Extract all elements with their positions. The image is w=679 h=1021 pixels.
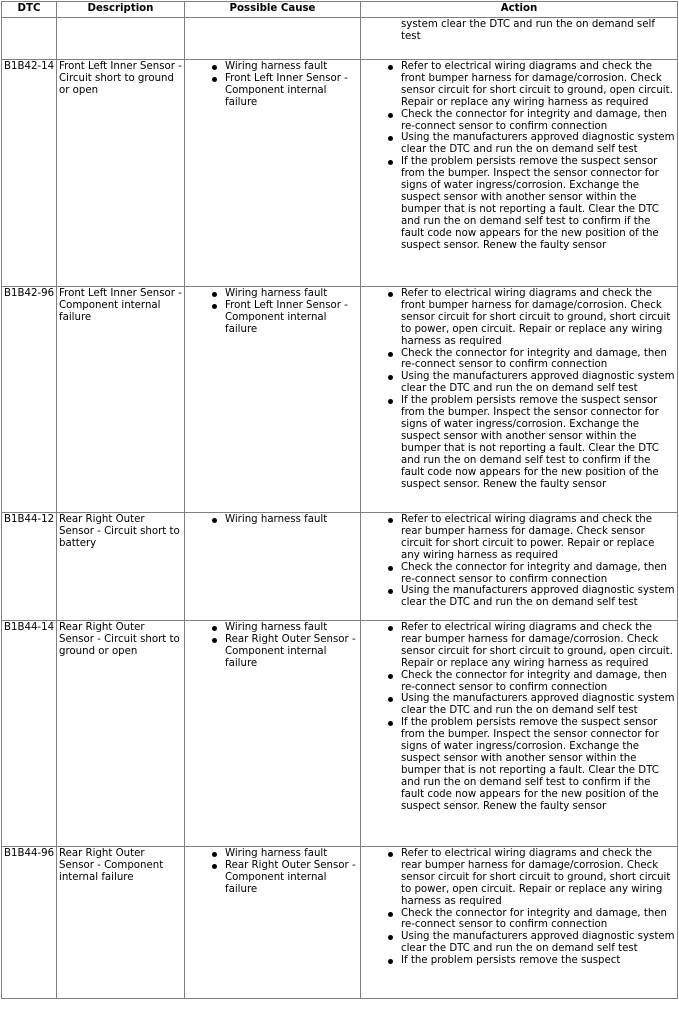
action-cell [361,60,678,287]
action-item [363,156,675,251]
action-item-text: Refer to electrical wiring diagrams and check the rear bumper harness for damage/corrosion. Check sensor circuit for short circuit to ground, short circuit to power, open circuit. Repair or replace any wiring harness as required [401,848,671,907]
action-item-text: Refer to electrical wiring diagrams and check the rear bumper harness for damage. Check sensor circuit for short circuit to power. Repair or replace any wiring harness as required [401,514,655,561]
action-item [363,132,675,156]
bullet-icon [212,864,217,869]
table-row [2,847,678,999]
action-item-text: Using the manufacturers approved diagnostic system clear the DTC and run the on demand self test [401,693,675,717]
action-item-text: Using the manufacturers approved diagnostic system clear the DTC and run the on demand self test [401,931,675,955]
bullet-icon [388,136,393,141]
header-possible-cause: Possible Cause [185,2,361,18]
action-item [363,908,675,932]
cause-cell [185,621,361,847]
cause-cell [185,287,361,513]
bullet-icon [388,352,393,357]
description-cell [57,18,185,60]
cause-item [187,634,358,670]
cause-item [187,73,358,109]
table-row [2,287,678,513]
bullet-icon [388,399,393,404]
bullet-icon [388,935,393,940]
cause-item-text: Front Left Inner Sensor - Component internal failure [225,72,348,108]
action-item [363,371,675,395]
bullet-icon [388,959,393,964]
bullet-icon [388,566,393,571]
action-item-text: If the problem persists remove the suspect sensor from the bumper. Inspect the sensor connector for signs of water ingress/corrosion. Exchange the suspect sensor with another sensor within the bumper that is not reporting a fault. Clear the DTC and run the on demand self test to confirm if the fault code now appears for the new position of the suspect sensor. Renew the faulty sensor [401,156,659,251]
header-row [2,2,678,18]
action-item [363,955,675,967]
table-row [2,513,678,621]
cause-list [187,288,358,336]
action-cell [361,18,678,60]
cause-list [187,622,358,670]
bullet-icon [212,852,217,857]
dtc-description: Rear Right Outer Sensor - Component internal failure [57,847,185,999]
action-item [363,288,675,348]
action-item [363,717,675,812]
action-cell [361,847,678,999]
cause-list [187,61,358,109]
cause-item-text: Rear Right Outer Sensor - Component internal failure [225,859,356,895]
action-item-text: Check the connector for integrity and damage, then re-connect sensor to confirm connection [401,561,668,585]
cause-cell [185,513,361,621]
cause-cell [185,18,361,60]
cause-item [187,622,358,634]
action-item [363,848,675,908]
bullet-icon [212,77,217,82]
cause-item [187,300,358,336]
bullet-icon [388,65,393,70]
action-item-text: If the problem persists remove the suspect sensor from the bumper. Inspect the sensor connector for signs of water ingress/corrosion. Exchange the suspect sensor with another sensor within the bumper that is not reporting a fault. Clear the DTC and run the on demand self test to confirm if the fault code now appears for the new position of the suspect sensor. Renew the faulty sensor [401,395,659,490]
cause-item-text: Wiring harness fault [225,288,328,299]
action-cell [361,621,678,847]
bullet-icon [212,292,217,297]
cause-item [187,514,358,526]
cause-item-text: Wiring harness fault [225,61,328,72]
dtc-code: B1B42-96 [2,287,57,513]
action-list [363,514,675,609]
action-item-text: Refer to electrical wiring diagrams and check the front bumper harness for damage/corrosion. Check sensor circuit for short circuit to ground, open circuit. Repair or replace any wiring harness as required [401,61,673,108]
action-item-text: Check the connector for integrity and damage, then re-connect sensor to confirm connection [401,347,668,371]
bullet-icon [388,697,393,702]
action-list [363,288,675,490]
cause-item [187,860,358,896]
dtc-table [1,1,678,999]
action-item [363,514,675,562]
dtc-description: Front Left Inner Sensor - Circuit short to ground or open [57,60,185,287]
action-cell [361,287,678,513]
action-item [363,109,675,133]
bullet-icon [388,626,393,631]
continued-action-text: system clear the DTC and run the on demand self test [401,19,655,42]
header-description: Description [57,2,185,18]
dtc-description: Rear Right Outer Sensor - Circuit short to ground or open [57,621,185,847]
cause-item-text: Wiring harness fault [225,514,328,525]
cause-item-text: Front Left Inner Sensor - Component internal failure [225,299,348,335]
cause-item-text: Wiring harness fault [225,848,328,859]
cause-cell [185,60,361,287]
action-item-text: Using the manufacturers approved diagnostic system clear the DTC and run the on demand self test [401,132,675,156]
dtc-description: Front Left Inner Sensor - Component internal failure [57,287,185,513]
action-item-text: Refer to electrical wiring diagrams and check the front bumper harness for damage/corrosion. Check sensor circuit for short circuit to ground, short circuit to power, open circuit. Repair or replace any wiring harness as required [401,288,671,347]
cause-item [187,61,358,73]
cause-item [187,848,358,860]
action-item-text: If the problem persists remove the suspect sensor from the bumper. Inspect the sensor connector for signs of water ingress/corrosion. Exchange the suspect sensor with another sensor within the bumper that is not reporting a fault. Clear the DTC and run the on demand self test to confirm if the fault code now appears for the new position of the suspect sensor. Renew the faulty sensor [401,717,659,812]
dtc-code: B1B44-96 [2,847,57,999]
table-row-continued [2,18,678,60]
bullet-icon [212,304,217,309]
bullet-icon [388,674,393,679]
action-item-text: Check the connector for integrity and damage, then re-connect sensor to confirm connection [401,108,668,132]
table-rows [2,60,678,999]
cause-list [187,848,358,896]
action-item-text: Check the connector for integrity and damage, then re-connect sensor to confirm connection [401,669,668,693]
cause-item-text: Wiring harness fault [225,622,328,633]
action-item [363,670,675,694]
action-item [363,622,675,670]
action-item [363,931,675,955]
bullet-icon [388,721,393,726]
bullet-icon [388,852,393,857]
action-list [363,61,675,252]
action-item [363,348,675,372]
bullet-icon [212,518,217,523]
cause-item [187,288,358,300]
action-item [363,693,675,717]
cause-list [187,514,358,526]
header-action: Action [361,2,678,18]
bullet-icon [388,589,393,594]
action-item [363,585,675,609]
action-item-text: Using the manufacturers approved diagnostic system clear the DTC and run the on demand self test [401,585,675,609]
action-item [363,562,675,586]
bullet-icon [388,292,393,297]
table-row [2,621,678,847]
bullet-icon [388,912,393,917]
header-dtc: DTC [2,2,57,18]
bullet-icon [388,160,393,165]
bullet-icon [212,65,217,70]
action-cell [361,513,678,621]
action-list [363,622,675,813]
dtc-description: Rear Right Outer Sensor - Circuit short to battery [57,513,185,621]
bullet-icon [212,626,217,631]
cause-item-text: Rear Right Outer Sensor - Component internal failure [225,633,356,669]
cause-cell [185,847,361,999]
action-item-text: If the problem persists remove the suspect [401,955,621,967]
table-row [2,60,678,287]
bullet-icon [388,518,393,523]
action-item-text: Refer to electrical wiring diagrams and check the rear bumper harness for damage/corrosion. Check sensor circuit for short circuit to ground, open circuit. Repair or replace any wiring harness as required [401,622,673,669]
action-list [363,848,675,967]
action-item [363,395,675,490]
action-item [363,61,675,109]
dtc-code: B1B44-14 [2,621,57,847]
action-item-text: Using the manufacturers approved diagnostic system clear the DTC and run the on demand self test [401,371,675,395]
bullet-icon [388,375,393,380]
bullet-icon [388,113,393,118]
dtc-cell [2,18,57,60]
action-item-text: Check the connector for integrity and damage, then re-connect sensor to confirm connection [401,907,668,931]
bullet-icon [212,638,217,643]
dtc-code: B1B44-12 [2,513,57,621]
dtc-code: B1B42-14 [2,60,57,287]
